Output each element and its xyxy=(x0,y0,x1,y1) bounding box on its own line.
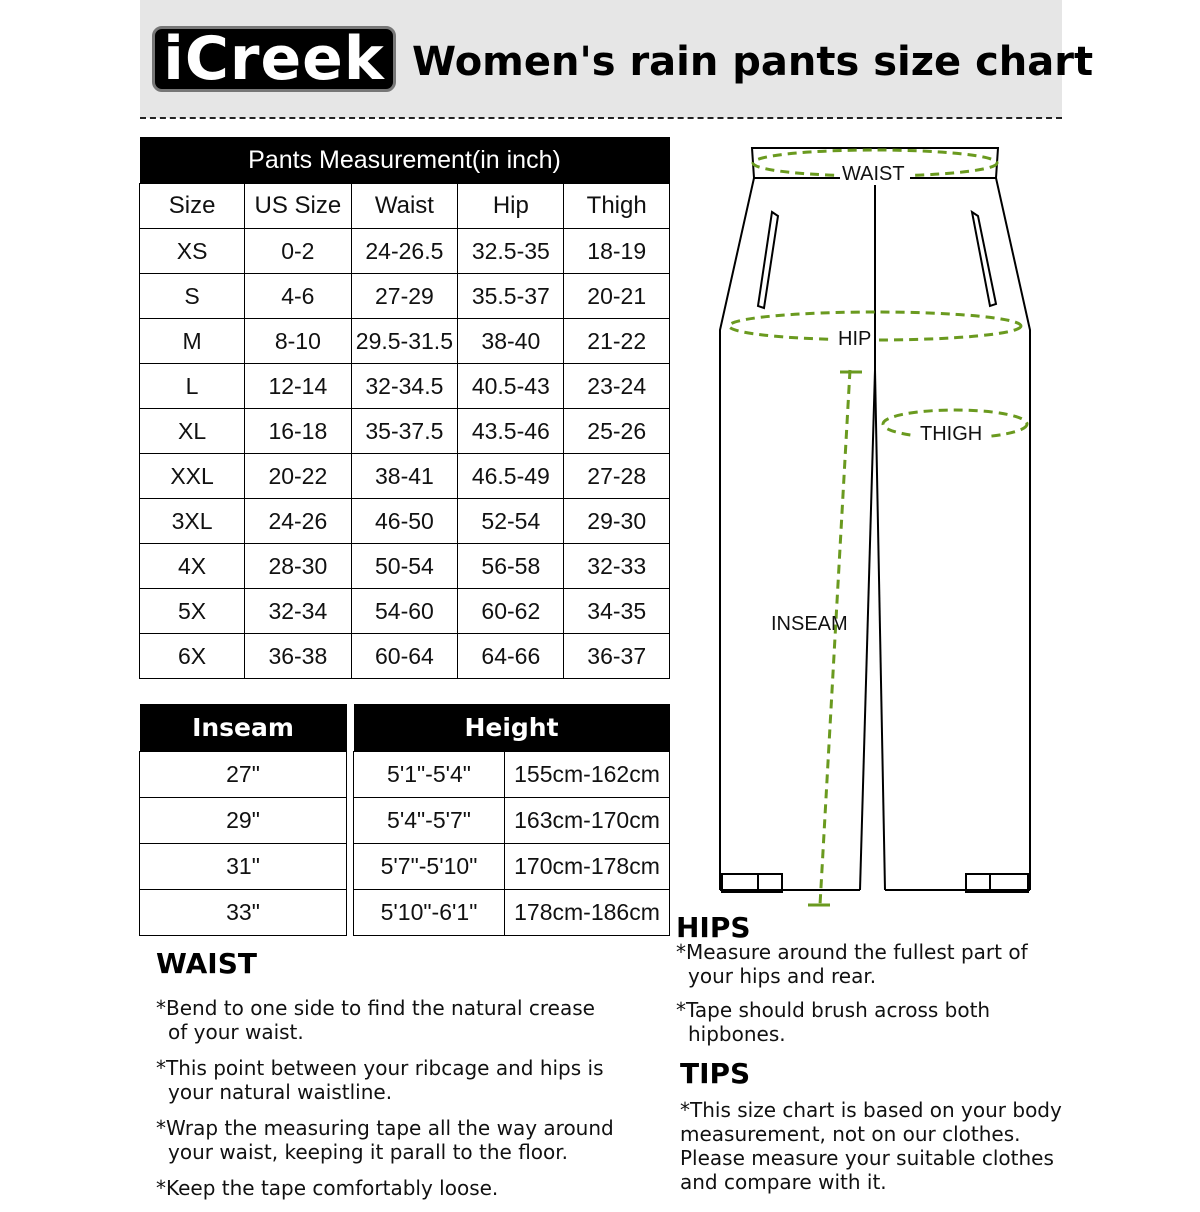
table-cell: 29.5-31.5 xyxy=(351,319,458,364)
table-cell: 38-40 xyxy=(458,319,564,364)
inseam-row xyxy=(140,752,347,798)
table-cell: L xyxy=(140,364,245,409)
table-row xyxy=(140,589,670,634)
table-cell: 40.5-43 xyxy=(458,364,564,409)
table-row xyxy=(140,364,670,409)
note-item xyxy=(156,1056,656,1104)
table-cell: 54-60 xyxy=(351,589,458,634)
table-row xyxy=(140,499,670,544)
table-cell: 18-19 xyxy=(564,229,670,274)
table-cell: 25-26 xyxy=(564,409,670,454)
table-cell: 20-22 xyxy=(245,454,351,499)
table-cell: 38-41 xyxy=(351,454,458,499)
tips-section-title: TIPS xyxy=(680,1057,751,1090)
note-item xyxy=(676,998,1076,1046)
table-cell: 23-24 xyxy=(564,364,670,409)
table-cell: 32.5-35 xyxy=(458,229,564,274)
inseam-row xyxy=(140,890,347,936)
waist-label: WAIST xyxy=(842,163,905,185)
inseam-label: INSEAM xyxy=(771,613,848,635)
note-item xyxy=(156,1176,656,1200)
table-cell: 8-10 xyxy=(245,319,351,364)
hip-label: HIP xyxy=(838,328,872,350)
height-feet: 5'10"-6'1" xyxy=(354,890,505,936)
table-cell: 27-29 xyxy=(351,274,458,319)
table-cell: 52-54 xyxy=(458,499,564,544)
table-cell: 5X xyxy=(140,589,245,634)
height-cm: 170cm-178cm xyxy=(505,844,670,890)
table-cell: 36-38 xyxy=(245,634,351,679)
tips-line: Please measure your suitable clothes xyxy=(680,1146,1054,1170)
size-table-header-row xyxy=(140,184,670,229)
table-cell: M xyxy=(140,319,245,364)
column-header: Hip xyxy=(458,184,564,229)
waist-section-title: WAIST xyxy=(156,947,257,980)
pants-outline xyxy=(720,148,1030,892)
table-cell: 24-26.5 xyxy=(351,229,458,274)
inseam-row xyxy=(140,844,347,890)
note-item xyxy=(156,1116,656,1164)
thigh-label: THIGH xyxy=(920,423,983,445)
column-header: Waist xyxy=(351,184,458,229)
size-table-caption: Pants Measurement(in inch) xyxy=(140,137,670,184)
size-table xyxy=(139,137,670,679)
note-line: *Keep the tape comfortably loose. xyxy=(156,1176,499,1200)
table-cell: 36-37 xyxy=(564,634,670,679)
pants-diagram xyxy=(700,130,1060,920)
table-cell: 21-22 xyxy=(564,319,670,364)
table-cell: 43.5-46 xyxy=(458,409,564,454)
height-cm: 178cm-186cm xyxy=(505,890,670,936)
height-cm: 163cm-170cm xyxy=(505,798,670,844)
table-cell: 46-50 xyxy=(351,499,458,544)
table-cell: 32-33 xyxy=(564,544,670,589)
column-header: Thigh xyxy=(564,184,670,229)
table-cell: XS xyxy=(140,229,245,274)
table-row xyxy=(140,274,670,319)
table-cell: 35.5-37 xyxy=(458,274,564,319)
height-row xyxy=(354,890,670,936)
table-row xyxy=(140,409,670,454)
note-line: your natural waistline. xyxy=(168,1080,393,1104)
note-item xyxy=(156,996,656,1044)
height-row xyxy=(354,844,670,890)
inseam-header: Inseam xyxy=(140,704,347,752)
table-cell: 4X xyxy=(140,544,245,589)
inseam-value: 33" xyxy=(140,890,347,936)
inseam-value: 29" xyxy=(140,798,347,844)
note-line: your hips and rear. xyxy=(688,964,877,988)
hips-section-title: HIPS xyxy=(676,911,751,944)
hips-notes xyxy=(676,940,1076,1056)
note-line: *Tape should brush across both xyxy=(676,998,991,1022)
note-line: *Bend to one side to find the natural crease xyxy=(156,996,595,1020)
column-header: US Size xyxy=(245,184,351,229)
table-row xyxy=(140,634,670,679)
inseam-row xyxy=(140,798,347,844)
table-row xyxy=(140,544,670,589)
tips-line: *This size chart is based on your body xyxy=(680,1098,1062,1122)
note-item xyxy=(676,940,1076,988)
table-cell: 3XL xyxy=(140,499,245,544)
note-line: *Measure around the fullest part of xyxy=(676,940,1028,964)
note-line: *This point between your ribcage and hips is xyxy=(156,1056,604,1080)
table-cell: 16-18 xyxy=(245,409,351,454)
height-cm: 155cm-162cm xyxy=(505,752,670,798)
table-cell: 0-2 xyxy=(245,229,351,274)
table-cell: 60-62 xyxy=(458,589,564,634)
table-cell: 20-21 xyxy=(564,274,670,319)
note-line: of your waist. xyxy=(168,1020,304,1044)
table-cell: 4-6 xyxy=(245,274,351,319)
height-feet: 5'1"-5'4" xyxy=(354,752,505,798)
table-cell: 46.5-49 xyxy=(458,454,564,499)
height-feet: 5'4"-5'7" xyxy=(354,798,505,844)
height-header: Height xyxy=(354,704,670,752)
table-cell: XL xyxy=(140,409,245,454)
table-row xyxy=(140,454,670,499)
brand-logo: iCreek xyxy=(152,26,396,92)
table-cell: 60-64 xyxy=(351,634,458,679)
waist-notes xyxy=(156,996,656,1212)
table-cell: 24-26 xyxy=(245,499,351,544)
note-line: hipbones. xyxy=(688,1022,786,1046)
table-cell: 34-35 xyxy=(564,589,670,634)
table-cell: 50-54 xyxy=(351,544,458,589)
table-cell: 32-34 xyxy=(245,589,351,634)
table-cell: XXL xyxy=(140,454,245,499)
tips-line: measurement, not on our clothes. xyxy=(680,1122,1021,1146)
table-cell: 35-37.5 xyxy=(351,409,458,454)
inseam-value: 31" xyxy=(140,844,347,890)
page-title: Women's rain pants size chart xyxy=(412,39,1094,85)
table-cell: 32-34.5 xyxy=(351,364,458,409)
table-cell: S xyxy=(140,274,245,319)
table-cell: 6X xyxy=(140,634,245,679)
tips-line: and compare with it. xyxy=(680,1170,887,1194)
table-cell: 27-28 xyxy=(564,454,670,499)
table-cell: 56-58 xyxy=(458,544,564,589)
table-cell: 28-30 xyxy=(245,544,351,589)
height-row xyxy=(354,752,670,798)
inseam-value: 27" xyxy=(140,752,347,798)
table-row xyxy=(140,229,670,274)
table-row xyxy=(140,319,670,364)
height-table xyxy=(353,704,670,936)
note-line: *Wrap the measuring tape all the way around xyxy=(156,1116,614,1140)
note-line: your waist, keeping it parall to the floor. xyxy=(168,1140,569,1164)
table-cell: 12-14 xyxy=(245,364,351,409)
column-header: Size xyxy=(140,184,245,229)
table-cell: 29-30 xyxy=(564,499,670,544)
inseam-table xyxy=(139,704,347,936)
tips-notes xyxy=(680,1098,1080,1194)
table-cell: 64-66 xyxy=(458,634,564,679)
header-divider xyxy=(140,117,1062,119)
height-feet: 5'7"-5'10" xyxy=(354,844,505,890)
height-row xyxy=(354,798,670,844)
